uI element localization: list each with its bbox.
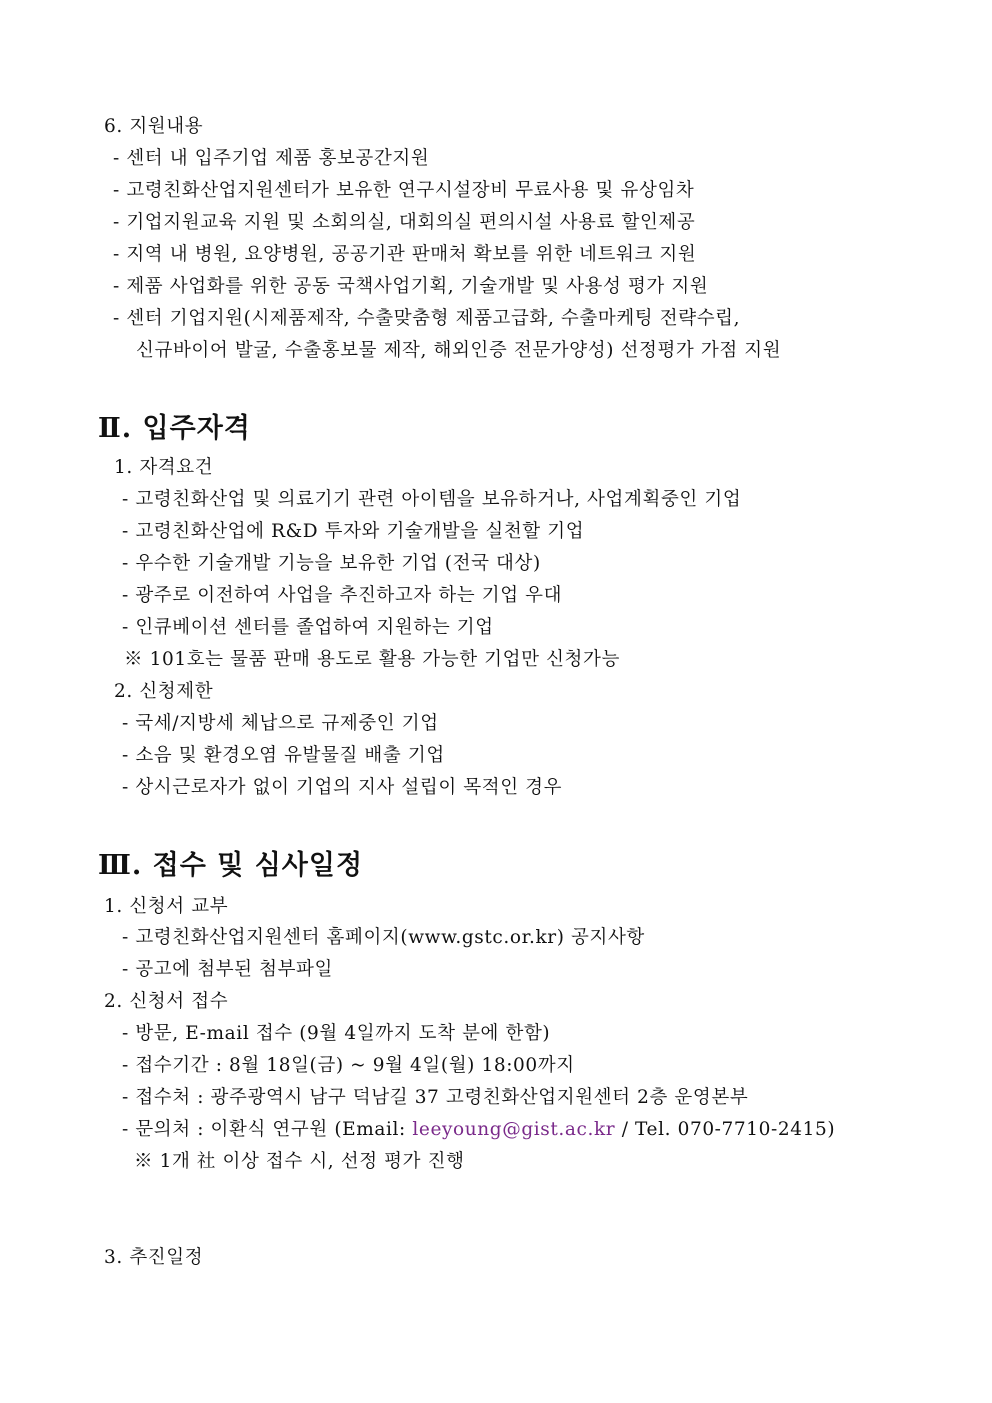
subsection-title: 3. 추진일정 — [104, 1247, 204, 1268]
note: ※ 1개 社 이상 접수 시, 선정 평가 진행 — [134, 1151, 465, 1172]
list-item: - 접수처 : 광주광역시 남구 덕남길 37 고령친화산업지원센터 2층 운영본부 — [122, 1087, 749, 1108]
list-item: - 고령친화산업지원센터가 보유한 연구시설장비 무료사용 및 유상임차 — [113, 180, 695, 201]
contact-prefix: - 문의처 : 이환식 연구원 (Email: — [122, 1119, 413, 1140]
list-item: - 기업지원교육 지원 및 소회의실, 대회의실 편의시설 사용료 할인제공 — [113, 212, 696, 233]
list-item: - 상시근로자가 없이 기업의 지사 설립이 목적인 경우 — [122, 777, 563, 798]
list-item: - 제품 사업화를 위한 공동 국책사업기획, 기술개발 및 사용성 평가 지원 — [113, 276, 709, 297]
list-item: - 국세/지방세 체납으로 규제중인 기업 — [122, 713, 439, 734]
subsection-title: 1. 자격요건 — [114, 457, 214, 478]
list-item: - 고령친화산업에 R&D 투자와 기술개발을 실천할 기업 — [122, 521, 585, 542]
section-2-heading: Ⅱ. 입주자격 — [98, 413, 251, 444]
email-link[interactable]: leeyoung@gist.ac.kr — [412, 1119, 616, 1140]
list-item: - 고령친화산업 및 의료기기 관련 아이템을 보유하거나, 사업계획중인 기업 — [122, 489, 742, 510]
section-6-title: 6. 지원내용 — [104, 116, 204, 137]
contact-suffix: / Tel. 070-7710-2415) — [615, 1119, 836, 1140]
list-item: - 고령친화산업지원센터 홈페이지(www.gstc.or.kr) 공지사항 — [122, 927, 645, 948]
subsection-title: 2. 신청서 접수 — [104, 991, 229, 1012]
list-item: - 광주로 이전하여 사업을 추진하고자 하는 기업 우대 — [122, 585, 563, 606]
section-3-heading: Ⅲ. 접수 및 심사일정 — [98, 850, 364, 881]
list-item: - 공고에 첨부된 첨부파일 — [122, 959, 334, 980]
list-item-continuation: 신규바이어 발굴, 수출홍보물 제작, 해외인증 전문가양성) 선정평가 가점 지원 — [136, 340, 782, 361]
list-item: - 우수한 기술개발 기능을 보유한 기업 (전국 대상) — [122, 553, 541, 574]
list-item: - 인큐베이션 센터를 졸업하여 지원하는 기업 — [122, 617, 494, 638]
list-item: - 센터 내 입주기업 제품 홍보공간지원 — [113, 148, 430, 169]
list-item: - 지역 내 병원, 요양병원, 공공기관 판매처 확보를 위한 네트워크 지원 — [113, 244, 697, 265]
contact-line — [122, 1119, 835, 1141]
list-item: - 접수기간 : 8월 18일(금) ~ 9월 4일(월) 18:00까지 — [122, 1055, 575, 1076]
list-item: - 방문, E-mail 접수 (9월 4일까지 도착 분에 한함) — [122, 1023, 551, 1044]
list-item: - 소음 및 환경오염 유발물질 배출 기업 — [122, 745, 445, 766]
subsection-title: 1. 신청서 교부 — [104, 896, 229, 917]
note: ※ 101호는 물품 판매 용도로 활용 가능한 기업만 신청가능 — [124, 649, 620, 670]
subsection-title: 2. 신청제한 — [114, 681, 214, 702]
list-item: - 센터 기업지원(시제품제작, 수출맞춤형 제품고급화, 수출마케팅 전략수립, — [113, 308, 741, 329]
